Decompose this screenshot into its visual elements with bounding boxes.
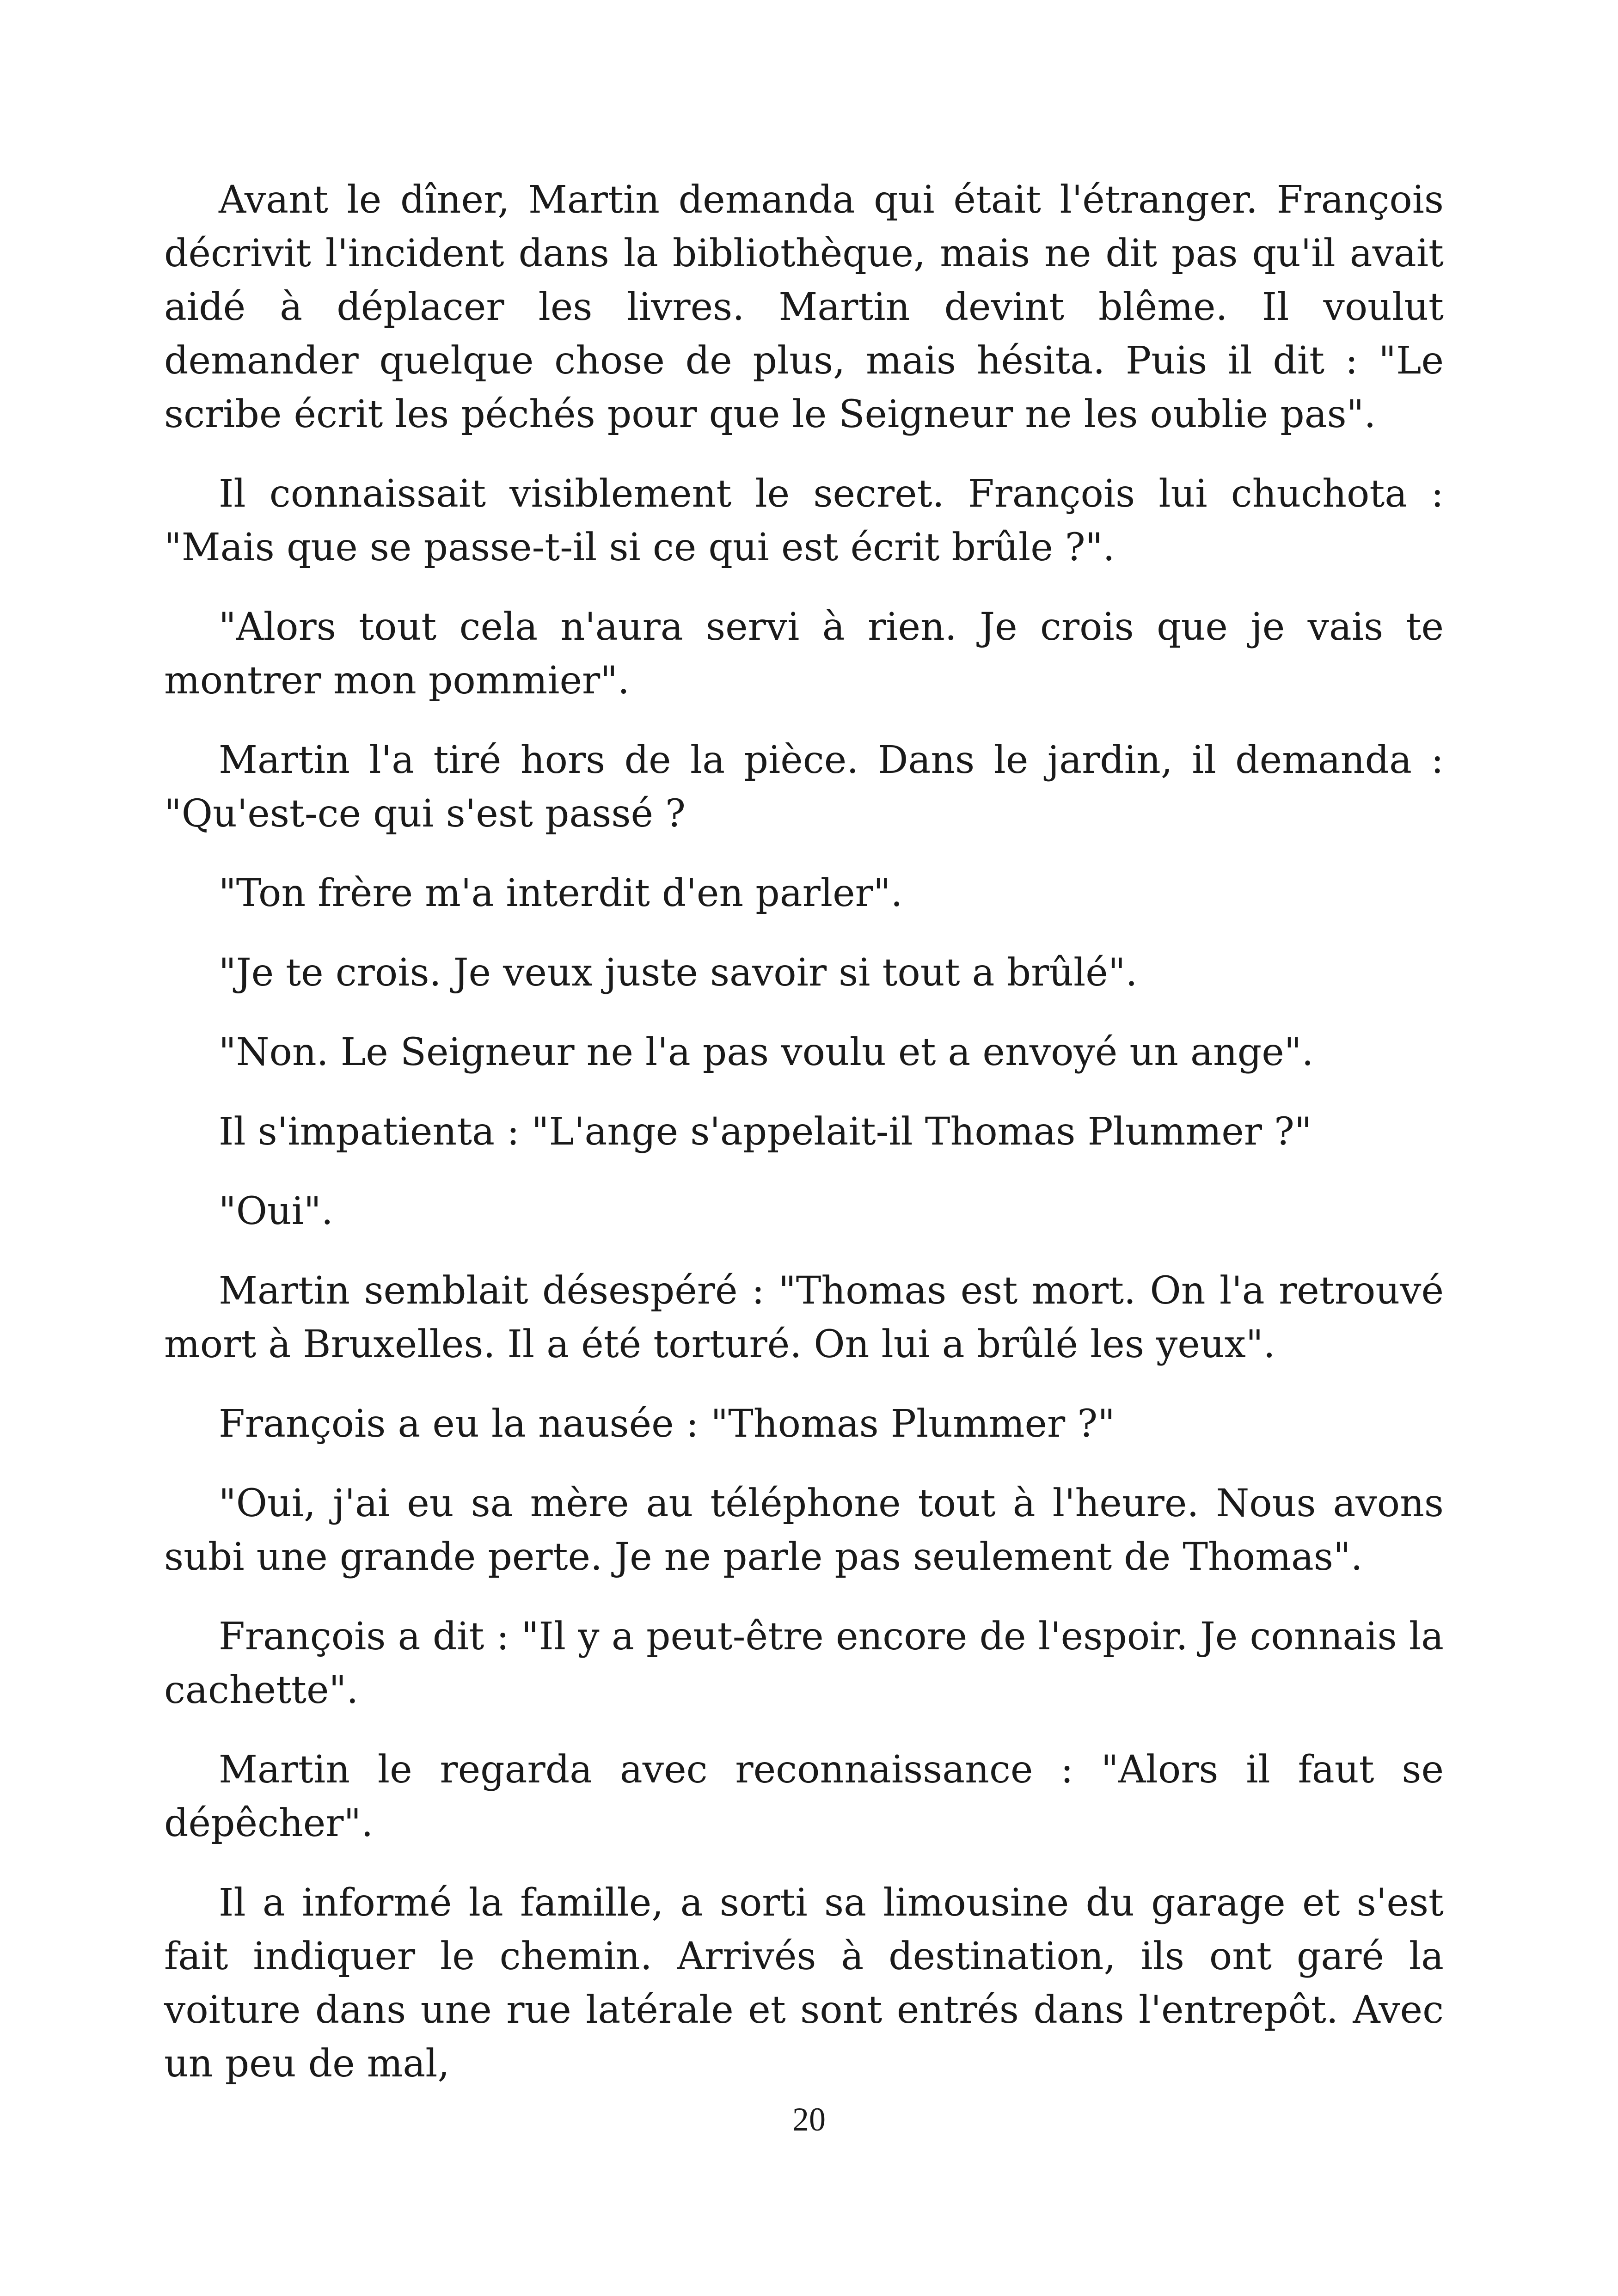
paragraph-3: "Alors tout cela n'aura servi à rien. Je crois que je vais te montrer mon pommier".: [164, 605, 1444, 703]
paragraph-5: "Ton frère m'a interdit d'en parler".: [219, 871, 903, 915]
paragraph-10: Martin semblait désespéré : "Thomas est mort. On l'a retrouvé mort à Bruxelles. Il a été torturé. On lui a brûlé les yeux".: [164, 1269, 1444, 1366]
body-text: [164, 173, 1444, 2117]
paragraph-2: Il connaissait visiblement le secret. François lui chuchota : "Mais que se passe-t-il si ce qui est écrit brûle ?".: [164, 472, 1444, 569]
paragraph-8: Il s'impatienta : "L'ange s'appelait-il Thomas Plummer ?": [219, 1110, 1312, 1154]
page-number: 20: [792, 2101, 826, 2138]
paragraph-4: Martin l'a tiré hors de la pièce. Dans le jardin, il demanda : "Qu'est-ce qui s'est passé ?: [164, 738, 1444, 836]
paragraph-1: Avant le dîner, Martin demanda qui était l'étranger. François décrivit l'incident dans la bibliothèque, mais ne dit pas qu'il avait aidé à déplacer les livres. Martin devint blême. Il voulut demander quelque chose de plus, mais hésita. Puis il dit : "Le scribe écrit les péchés pour que le Seigneur ne les oublie pas".: [164, 178, 1444, 436]
paragraph-15: Il a informé la famille, a sorti sa limousine du garage et s'est fait indiquer le chemin. Arrivés à destination, ils ont garé la voiture dans une rue latérale et sont entrés dans l'entrepôt. Avec un peu de mal,: [164, 1881, 1444, 2086]
paragraph-12: "Oui, j'ai eu sa mère au téléphone tout à l'heure. Nous avons subi une grande perte. Je ne parle pas seulement de Thomas".: [164, 1482, 1444, 1579]
paragraph-6: "Je te crois. Je veux juste savoir si tout a brûlé".: [219, 951, 1138, 995]
paragraph-13: François a dit : "Il y a peut-être encore de l'espoir. Je connais la cachette".: [164, 1615, 1444, 1712]
paragraph-7: "Non. Le Seigneur ne l'a pas voulu et a envoyé un ange".: [219, 1030, 1314, 1074]
paragraph-11: François a eu la nausée : "Thomas Plummer ?": [219, 1402, 1115, 1446]
paragraph-14: Martin le regarda avec reconnaissance : "Alors il faut se dépêcher".: [164, 1748, 1444, 1845]
paragraph-9: "Oui".: [219, 1189, 333, 1233]
